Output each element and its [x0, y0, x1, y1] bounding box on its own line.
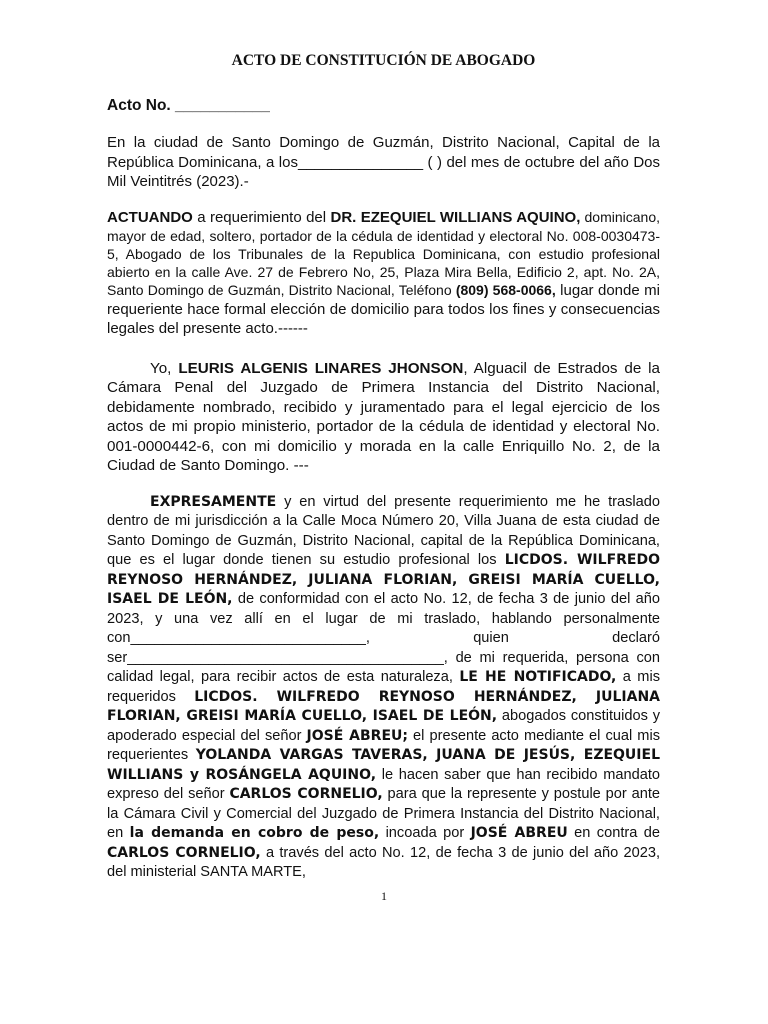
expresamente-text-4: abogados constituidos y apoderado especial del señor	[107, 708, 660, 744]
intro-paragraph: En la ciudad de Santo Domingo de Guzmán, Distrito Nacional, Capital de la República Dominicana, a los_______________ ( ) del mes de octubre del año Dos Mil Veintitrés (2023).-	[107, 134, 660, 190]
alguacil-text-2: , Alguacil de Estrados de la Cámara Penal del Juzgado de Primera Instancia del Distrito Nacional, debidamente nombrado, recibido y juramentado para el legal ejercicio de los actos de mi propio ministerio, portador de la cédula de identidad y electoral No. 001-0000442-6, con mi domicilio y morada en la calle Enriquillo No. 2, de la Ciudad de Santo Domingo. ---	[107, 359, 660, 474]
jose-abreu-name-2: JOSÉ ABREU	[470, 825, 568, 841]
carlos-cornelio-name-1: CARLOS CORNELIO,	[229, 786, 383, 802]
page-number-text: 1	[381, 889, 387, 903]
actuando-text-3: lugar donde mi requeriente hace formal elección de domicilio para todos los fines y consecuencias legales del presente acto.------	[107, 281, 660, 337]
actuando-lead: ACTUANDO	[107, 208, 193, 226]
document-page	[107, 52, 660, 883]
actuando-paragraph	[107, 208, 660, 338]
notificado-label: LE HE NOTIFICADO,	[459, 669, 617, 685]
expresamente-lead: EXPRESAMENTE	[150, 493, 277, 510]
actuando-text-1: a requerimiento del	[192, 208, 331, 226]
alguacil-paragraph	[107, 359, 660, 476]
expresamente-text-8: incoada por	[379, 825, 471, 841]
expresamente-text-5: el presente acto mediante el cual mis requerientes	[107, 727, 660, 763]
page-number	[0, 889, 768, 904]
actuando-text-2: dominicano, mayor de edad, soltero, portador de la cédula de identidad y electoral No. 008-0030473-5, Abogado de los Tribunales de la Republica Dominicana, con estudio profesional abierto en la calle Ave. 27 de Febrero No, 25, Plaza Mira Bella, Edificio 2, apt. No. 2A, Santo Domingo de Guzmán, Distrito Nacional, Teléfono	[107, 208, 661, 298]
requerientes-names: YOLANDA VARGAS TAVERAS, JUANA DE JESÚS, EZEQUIEL WILLIANS y ROSÁNGELA AQUINO,	[107, 747, 660, 783]
expresamente-text-10: a través del acto No. 12, de fecha 3 de junio del año 2023, del ministerial SANTA MARTE,	[107, 844, 661, 880]
expresamente-text-2: de conformidad con el acto No. 12, de fecha 3 de junio del año 2023, y una vez allí en el lugar de mi traslado, hablando personalmente con_____________________________, quien declaró ser_______________________________________, de mi requerida, persona con calidad legal, para recibir actos de esta naturaleza,	[107, 591, 661, 685]
expresamente-text-9: en contra de	[567, 825, 660, 841]
expresamente-text-3: a mis requeridos	[107, 669, 661, 705]
alguacil-name: LEURIS ALGENIS LINARES JHONSON	[178, 359, 464, 377]
carlos-cornelio-name-2: CARLOS CORNELIO,	[107, 844, 261, 861]
requeriente-name: DR. EZEQUIEL WILLIANS AQUINO,	[330, 208, 581, 226]
alguacil-text-1: Yo,	[150, 359, 179, 377]
acto-number-line: Acto No. ___________	[107, 97, 270, 114]
expresamente-text-1: y en virtud del presente requerimiento me he traslado dentro de mi jurisdicción a la Calle Moca Número 20, Villa Juana de esta ciudad de Santo Domingo de Guzmán, Distrito Nacional, capital de la República Dominicana, que es el lugar donde tienen su estudio profesional los	[107, 493, 660, 568]
abogados-names-2: LICDOS. WILFREDO REYNOSO HERNÁNDEZ, JULIANA FLORIAN, GREISI MARÍA CUELLO, ISAEL DE LEÓN,	[107, 688, 660, 724]
requeriente-phone: (809) 568-0066,	[455, 281, 556, 298]
document-title: ACTO DE CONSTITUCIÓN DE ABOGADO	[231, 52, 536, 69]
jose-abreu-name-1: JOSÉ ABREU;	[306, 727, 408, 744]
demanda-label: la demanda en cobro de peso,	[129, 825, 380, 841]
abogados-names-1: LICDOS. WILFREDO REYNOSO HERNÁNDEZ, JULIANA FLORIAN, GREISI MARÍA CUELLO, ISAEL DE LEÓN,	[107, 552, 660, 607]
expresamente-text-7: para que la represente y postule por ante la Cámara Civil y Comercial del Juzgado de Primera Instancia del Distrito Nacional, en	[107, 786, 660, 841]
expresamente-paragraph	[107, 493, 660, 883]
expresamente-text-6: le hacen saber que han recibido mandato expreso del señor	[107, 766, 661, 802]
